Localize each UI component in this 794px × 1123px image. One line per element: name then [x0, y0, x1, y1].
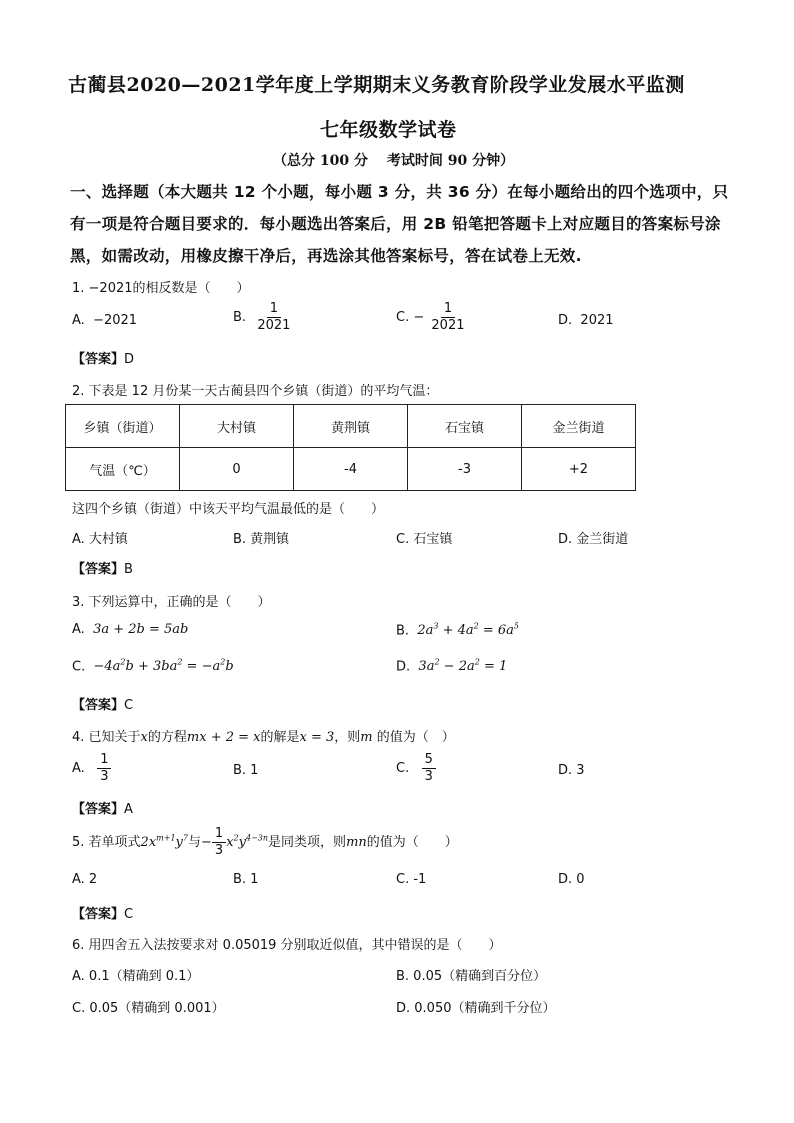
denominator: 2021: [431, 318, 465, 333]
table-cell: 0: [180, 448, 294, 491]
option-label: C.: [396, 310, 410, 325]
formula: −: [201, 835, 212, 850]
q6-option-c: C. 0.05（精确到 0.001）: [72, 1001, 225, 1016]
denominator: 2021: [257, 318, 291, 333]
option-label: B.: [233, 310, 247, 325]
q1-stem: 1. −2021的相反数是（ ）: [72, 281, 250, 296]
option-label: A.: [72, 761, 85, 776]
formula: x = 3: [299, 730, 335, 745]
exam-meta: （总分 100 分 考试时间 90 分钟）: [273, 153, 515, 169]
stem-text: 与: [188, 835, 202, 850]
fraction: [254, 301, 293, 334]
table-cell: 气温（℃）: [66, 448, 180, 491]
table-cell: 金兰街道: [522, 405, 636, 448]
section1-line1: 一、选择题（本大题共 12 个小题，每小题 3 分，共 36 分）在每小题给出的四个选项中，只: [70, 183, 729, 201]
section1-line3: 黑，如需改动，用橡皮擦干净后，再选涂其他答案标号，答在试卷上无效.: [70, 247, 582, 265]
answer-tag: 【答案】: [72, 562, 125, 577]
numerator: 1: [441, 301, 455, 318]
q5-option-c: C. -1: [396, 872, 427, 887]
q5-stem: [72, 826, 458, 859]
q6-option-b: B. 0.05（精确到百分位）: [396, 969, 547, 984]
option-text: −2021: [93, 313, 138, 328]
table-cell: -4: [294, 448, 408, 491]
table-cell: -3: [408, 448, 522, 491]
formula: x: [140, 730, 148, 745]
formula: $x^2y^{4-3n}$: [226, 833, 269, 850]
stem-text: 5. 若单项式: [72, 835, 141, 850]
formula: $-4a^2b + 3ba^2 = -a^2b$: [93, 658, 234, 675]
answer-tag: 【答案】: [72, 907, 125, 922]
answer-value: D: [124, 352, 135, 367]
q4-stem: [72, 726, 455, 745]
numerator: 1: [97, 752, 111, 769]
option-label: B.: [396, 623, 410, 639]
formula: 3a + 2b = 5ab: [93, 622, 189, 637]
q2-option-d: D. 金兰街道: [558, 532, 629, 547]
section1-line2: 有一项是符合题目要求的．每小题选出答案后，用 2B 铅笔把答题卡上对应题目的答案标号涂: [70, 215, 721, 233]
q2-question: 这四个乡镇（街道）中该天平均气温最低的是（ ）: [72, 502, 385, 517]
formula: $2x^{m+1}y^7$: [140, 833, 188, 850]
q2-option-b: B. 黄荆镇: [233, 532, 290, 547]
table-cell: 石宝镇: [408, 405, 522, 448]
q6-option-d: D. 0.050（精确到千分位）: [396, 1001, 556, 1016]
q1-option-d: [558, 313, 614, 328]
q1-option-b: [233, 301, 293, 334]
option-label: C.: [396, 761, 410, 776]
table-cell: +2: [522, 448, 636, 491]
fraction: [97, 752, 111, 785]
q2-option-c: C. 石宝镇: [396, 532, 453, 547]
q1-answer: [72, 348, 134, 367]
q5-option-d: D. 0: [558, 872, 585, 887]
q3-answer: [72, 694, 133, 713]
stem-text: 的方程: [147, 730, 187, 745]
option-text: 2021: [580, 313, 614, 328]
table-cell: 乡镇（街道）: [66, 405, 180, 448]
exam-title: 古蔺县2020—2021学年度上学期期末义务教育阶段学业发展水平监测: [68, 74, 685, 96]
q2-stem: 2. 下表是 12 月份某一天古蔺县四个乡镇（街道）的平均气温：: [72, 384, 439, 399]
denominator: 3: [214, 843, 224, 858]
numerator: 1: [267, 301, 281, 318]
answer-tag: 【答案】: [72, 802, 125, 817]
q1-option-c: [396, 301, 468, 334]
minus-sign: −: [413, 310, 425, 325]
option-label: C.: [72, 659, 86, 675]
stem-text: 的值为（ ）: [376, 730, 455, 745]
fraction: [428, 301, 467, 334]
option-label: D.: [396, 659, 411, 675]
stem-text: 的解是: [260, 730, 300, 745]
answer-value: A: [124, 802, 133, 817]
formula: $3a^2 - 2a^2 = 1$: [418, 658, 508, 675]
q4-option-c: [396, 752, 436, 785]
numerator: 5: [422, 752, 436, 769]
q4-option-b: B. 1: [233, 763, 259, 778]
option-label: A.: [72, 313, 85, 328]
q2-option-a: A. 大村镇: [72, 532, 128, 547]
table-cell: 大村镇: [180, 405, 294, 448]
answer-value: C: [124, 698, 134, 713]
table-header-row: [66, 405, 636, 448]
fraction: [422, 752, 436, 785]
answer-tag: 【答案】: [72, 352, 125, 367]
denominator: 3: [100, 769, 109, 784]
stem-text: 4. 已知关于: [72, 730, 141, 745]
fraction: [212, 826, 226, 859]
exam-subtitle: 七年级数学试卷: [320, 119, 457, 141]
q1-option-a: [72, 313, 137, 328]
q2-answer: [72, 558, 133, 577]
option-label: A.: [72, 622, 85, 637]
q6-stem: 6. 用四舍五入法按要求对 0.05019 分别取近似值，其中错误的是（ ）: [72, 938, 502, 953]
formula: mx + 2 = x: [186, 730, 261, 745]
formula: m: [360, 730, 373, 745]
q6-option-a: A. 0.1（精确到 0.1）: [72, 969, 200, 984]
denominator: 3: [424, 769, 433, 784]
stem-text: ，则: [334, 730, 361, 745]
q3-option-b: [396, 622, 519, 638]
table-cell: 黄荆镇: [294, 405, 408, 448]
q4-option-a: [72, 752, 111, 785]
formula: $2a^3 + 4a^2 = 6a^5$: [417, 622, 520, 639]
q5-option-b: B. 1: [233, 872, 259, 887]
q3-option-a: [72, 622, 188, 637]
temperature-table: [65, 404, 636, 491]
stem-text: 的值为（ ）: [366, 835, 458, 850]
answer-value: B: [124, 562, 133, 577]
answer-value: C: [124, 907, 134, 922]
stem-text: 是同类项，则: [268, 835, 347, 850]
formula: mn: [346, 835, 367, 850]
q5-option-a: A. 2: [72, 872, 98, 887]
answer-tag: 【答案】: [72, 698, 125, 713]
q3-option-c: [72, 658, 234, 674]
q4-answer: [72, 798, 133, 817]
option-label: D.: [558, 313, 573, 328]
numerator: 1: [212, 826, 226, 843]
q3-option-d: [396, 658, 507, 674]
q5-answer: [72, 903, 133, 922]
q3-stem: 3. 下列运算中，正确的是（ ）: [72, 595, 271, 610]
q4-option-d: D. 3: [558, 763, 585, 778]
table-row: [66, 448, 636, 491]
